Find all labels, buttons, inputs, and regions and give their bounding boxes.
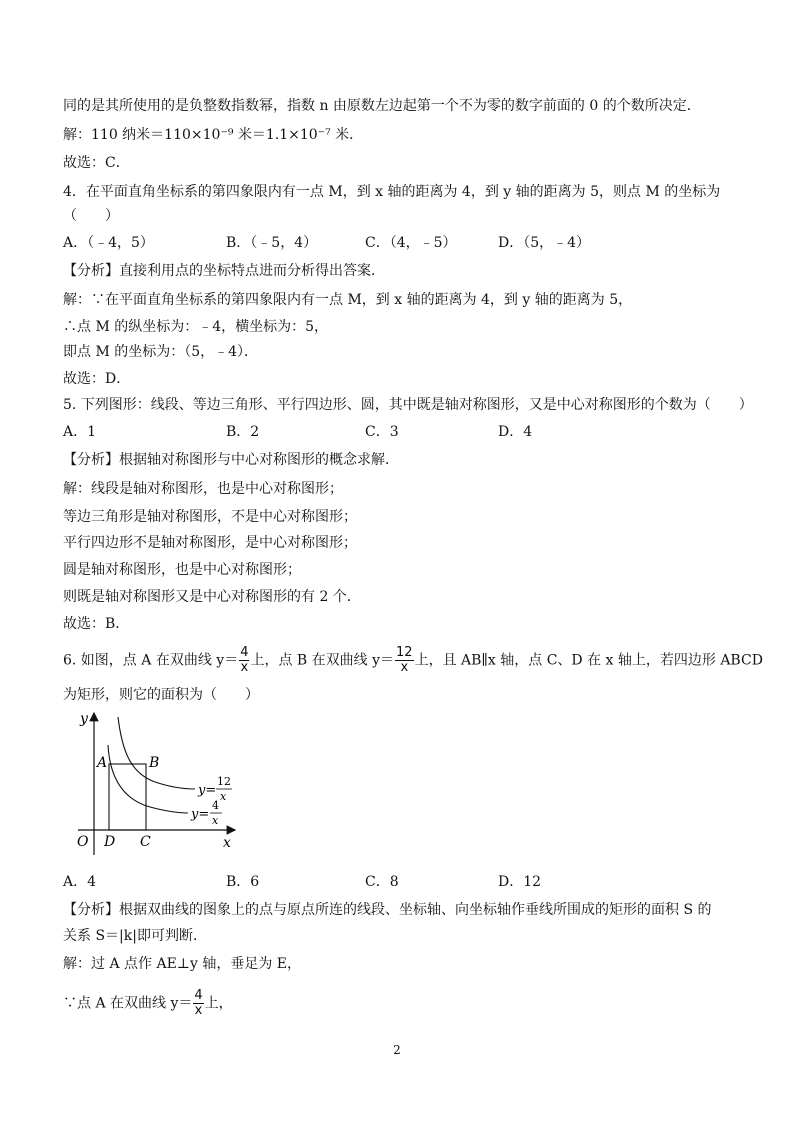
question-6-option-d: D．12 bbox=[498, 874, 542, 890]
text-line: 解：∵在平面直角坐标系的第四象限内有一点 M，到 x 轴的距离为 4，到 y 轴的距离为 5， bbox=[63, 292, 633, 308]
curve-12-over-x bbox=[118, 717, 195, 789]
curve-label-12-lhs: y= bbox=[198, 783, 217, 798]
question-4-stem: 4．在平面直角坐标系的第四象限内有一点 M，到 x 轴的距离为 4，到 y 轴的距离为 5，则点 M 的坐标为 bbox=[63, 184, 721, 200]
fraction-numerator: 4 bbox=[194, 988, 203, 1003]
fraction-denominator: x bbox=[240, 660, 249, 675]
fraction-denominator: x bbox=[400, 660, 409, 675]
question-6-option-a: A．4 bbox=[63, 874, 97, 890]
question-5-option-b: B．2 bbox=[226, 424, 260, 440]
text-line: 即点 M 的坐标为：（5，﹣4）． bbox=[63, 344, 259, 360]
text-line: 【分析】根据轴对称图形与中心对称图形的概念求解． bbox=[63, 452, 399, 468]
text-span: ∵点 A 在双曲线 y＝ bbox=[63, 995, 193, 1012]
question-4-option-c: C．（4，﹣5） bbox=[365, 235, 457, 251]
point-label-d: D bbox=[104, 834, 116, 850]
solution-line-fraction bbox=[63, 989, 233, 1018]
curve-label-4-lhs: y= bbox=[191, 807, 210, 822]
text-line: 为矩形，则它的面积为（ ） bbox=[63, 687, 259, 703]
text-line: 关系 S＝|k|即可判断． bbox=[63, 928, 207, 944]
text-line: ∴点 M 的纵坐标为：﹣4，横坐标为：5， bbox=[63, 319, 329, 335]
text-line: 等边三角形是轴对称图形，不是中心对称图形； bbox=[63, 509, 357, 525]
fraction-numerator: 12 bbox=[396, 645, 413, 660]
text-line: 平行四边形不是轴对称图形，是中心对称图形； bbox=[63, 535, 357, 551]
text-span: 上， bbox=[204, 995, 233, 1012]
fraction-denominator: x bbox=[194, 1003, 203, 1018]
question-4-option-b: B．（﹣5，4） bbox=[226, 235, 318, 251]
question-4-option-d: D．（5，﹣4） bbox=[498, 235, 591, 251]
question-5-option-d: D．4 bbox=[498, 424, 533, 440]
axis-label-x: x bbox=[223, 835, 231, 851]
text-line: 故选：C． bbox=[63, 155, 130, 171]
text-span: 上，且 AB∥x 轴，点 C、D 在 x 轴上，若四边形 ABCD bbox=[414, 652, 763, 669]
point-label-c: C bbox=[140, 834, 151, 850]
origin-label: O bbox=[77, 834, 89, 850]
text-line: 【分析】直接利用点的坐标特点进而分析得出答案． bbox=[63, 263, 385, 279]
text-span: 上，点 B 在双曲线 y＝ bbox=[250, 652, 395, 669]
hyperbola-figure bbox=[70, 705, 245, 860]
text-line: 故选：D． bbox=[63, 371, 131, 387]
text-span: 6. 如图，点 A 在双曲线 y＝ bbox=[63, 652, 239, 669]
page-number: 2 bbox=[393, 1043, 401, 1057]
question-5-option-c: C．3 bbox=[365, 424, 399, 440]
curve-label-4-den: x bbox=[212, 814, 219, 827]
text-line: 解：过 A 点作 AE⊥y 轴，垂足为 E， bbox=[63, 956, 301, 972]
point-label-b: B bbox=[149, 755, 160, 771]
question-4-option-a: A．（﹣4，5） bbox=[63, 235, 154, 251]
curve-label-12-den: x bbox=[220, 790, 227, 803]
axis-label-y: y bbox=[80, 711, 88, 727]
text-line: 解：110 纳米＝110×10⁻⁹ 米＝1.1×10⁻⁷ 米． bbox=[63, 127, 364, 143]
curve-label-4-num: 4 bbox=[212, 799, 219, 812]
text-line: 【分析】根据双曲线的图象上的点与原点所连的线段、坐标轴、向坐标轴作垂线所围成的矩形的面积 S 的 bbox=[63, 902, 712, 918]
question-6-stem bbox=[63, 646, 763, 675]
question-6-option-b: B．6 bbox=[226, 874, 260, 890]
fraction-4-over-x bbox=[193, 989, 203, 1018]
question-6-option-c: C．8 bbox=[365, 874, 399, 890]
question-4-paren: （ ） bbox=[63, 208, 119, 224]
curve-label-12-num: 12 bbox=[217, 775, 231, 788]
point-label-a: A bbox=[97, 755, 108, 771]
text-line: 故选：B． bbox=[63, 616, 130, 632]
question-5-stem: 5. 下列图形：线段、等边三角形、平行四边形、圆，其中既是轴对称图形，又是中心对称图形的个数为（ ） bbox=[63, 397, 753, 413]
text-line: 解：线段是轴对称图形，也是中心对称图形； bbox=[63, 481, 343, 497]
text-line: 圆是轴对称图形，也是中心对称图形； bbox=[63, 562, 301, 578]
fraction-4-over-x bbox=[239, 646, 249, 675]
text-line: 同的是其所使用的是负整数指数幂，指数 n 由原数左边起第一个不为零的数字前面的 0 的个数所决定． bbox=[63, 98, 701, 114]
question-5-option-a: A．1 bbox=[63, 424, 97, 440]
fraction-numerator: 4 bbox=[240, 645, 249, 660]
text-line: 则既是轴对称图形又是中心对称图形的有 2 个． bbox=[63, 589, 361, 605]
fraction-12-over-x bbox=[395, 646, 414, 675]
